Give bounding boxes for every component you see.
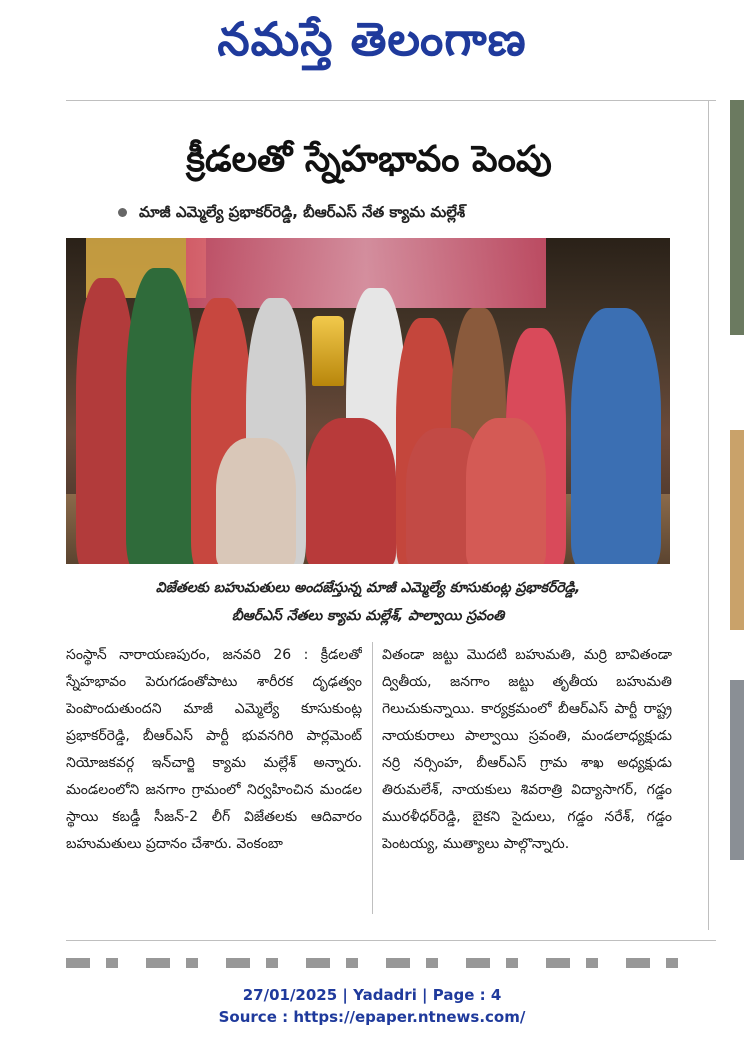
next-article-cutoff: [66, 958, 686, 968]
footer-date-edition-page: 27/01/2025 | Yadadri | Page : 4: [242, 986, 502, 1004]
photo-person: [216, 438, 296, 564]
adjacent-photo: [730, 100, 744, 335]
photo-caption: [66, 570, 670, 632]
article-headline: క్రీడలతో స్నేహభావం పెంపు: [186, 139, 552, 180]
photo-person: [571, 308, 661, 564]
trophy-icon: [312, 316, 344, 386]
article-body-left-column: సంస్థాన్ నారాయణపురం, జనవరి 26 : క్రీడలతో స్నేహభావం పెరుగడంతోపాటు శారీరక దృఢత్వం పెంపొందుతుందని మాజీ ఎమ్మెల్యే కూసుకుంట్ల ప్రభాకర్‌రెడ్డి, బీఆర్‌ఎస్ పార్టీ భువనగిరి పార్లమెంట్ నియోజకవర్గ ఇన్‌చార్జి క్యామ మల్లేశ్ అన్నారు. మండలంలోని జనగాం గ్రామంలో నిర్వహించిన మండల స్థాయి కబడ్డీ సీజన్-2 లీగ్ విజేతలకు ఆదివారం బహుమతులు ప్రదానం చేశారు. వెంకంబా: [66, 647, 362, 852]
photo-person: [466, 418, 546, 564]
adjacent-article-strip: [730, 100, 744, 950]
photo-person: [126, 268, 196, 564]
footer-source-link[interactable]: Source : https://epaper.ntnews.com/: [218, 1008, 526, 1026]
frame-bottom-line: [66, 940, 716, 941]
article-photo: [66, 238, 670, 564]
subhead-text: మాజీ ఎమ్మెల్యే ప్రభాకర్‌రెడ్డి, బీఆర్‌ఎస్ నేత క్యామ మల్లేశ్: [139, 203, 466, 221]
adjacent-photo: [730, 680, 744, 860]
article-subhead: [118, 198, 678, 226]
caption-line: విజేతలకు బహుమతులు అందజేస్తున్న మాజీ ఎమ్మెల్యే కూసుకుంట్ల ప్రభాకర్‌రెడ్డి,: [155, 580, 581, 596]
adjacent-photo: [730, 430, 744, 630]
photo-person: [306, 418, 396, 564]
newspaper-masthead: నమస్తే తెలంగాణ: [217, 12, 527, 66]
caption-line: బీఆర్‌ఎస్ నేతలు క్యామ మల్లేశ్, పాల్వాయి స్రవంతి: [231, 608, 505, 624]
frame-right-line: [708, 100, 709, 930]
column-divider: [372, 642, 373, 914]
frame-top-line: [66, 100, 716, 101]
bullet-icon: [118, 208, 127, 217]
article-body-right-column: వితండా జట్టు మొదటి బహుమతి, మర్రి బావితండా ద్వితీయ, జనగాం జట్టు తృతీయ బహుమతి గెలుచుకున్నాయి. కార్యక్రమంలో బీఆర్‌ఎస్ పార్టీ రాష్ట్ర నాయకురాలు పాల్వాయి స్రవంతి, మండలాధ్యక్షుడు నర్రి నర్సింహ, బీఆర్‌ఎస్ గ్రామ శాఖ అధ్యక్షుడు తిరుమలేశ్, నాయకులు శివరాత్రి విద్యాసాగర్, గడ్డం మురళీధర్‌రెడ్డి, బైకని సైదులు, గడ్డం నరేశ్, గడ్డం పెంటయ్య, ముత్యాలు పాల్గొన్నారు.: [382, 647, 672, 852]
